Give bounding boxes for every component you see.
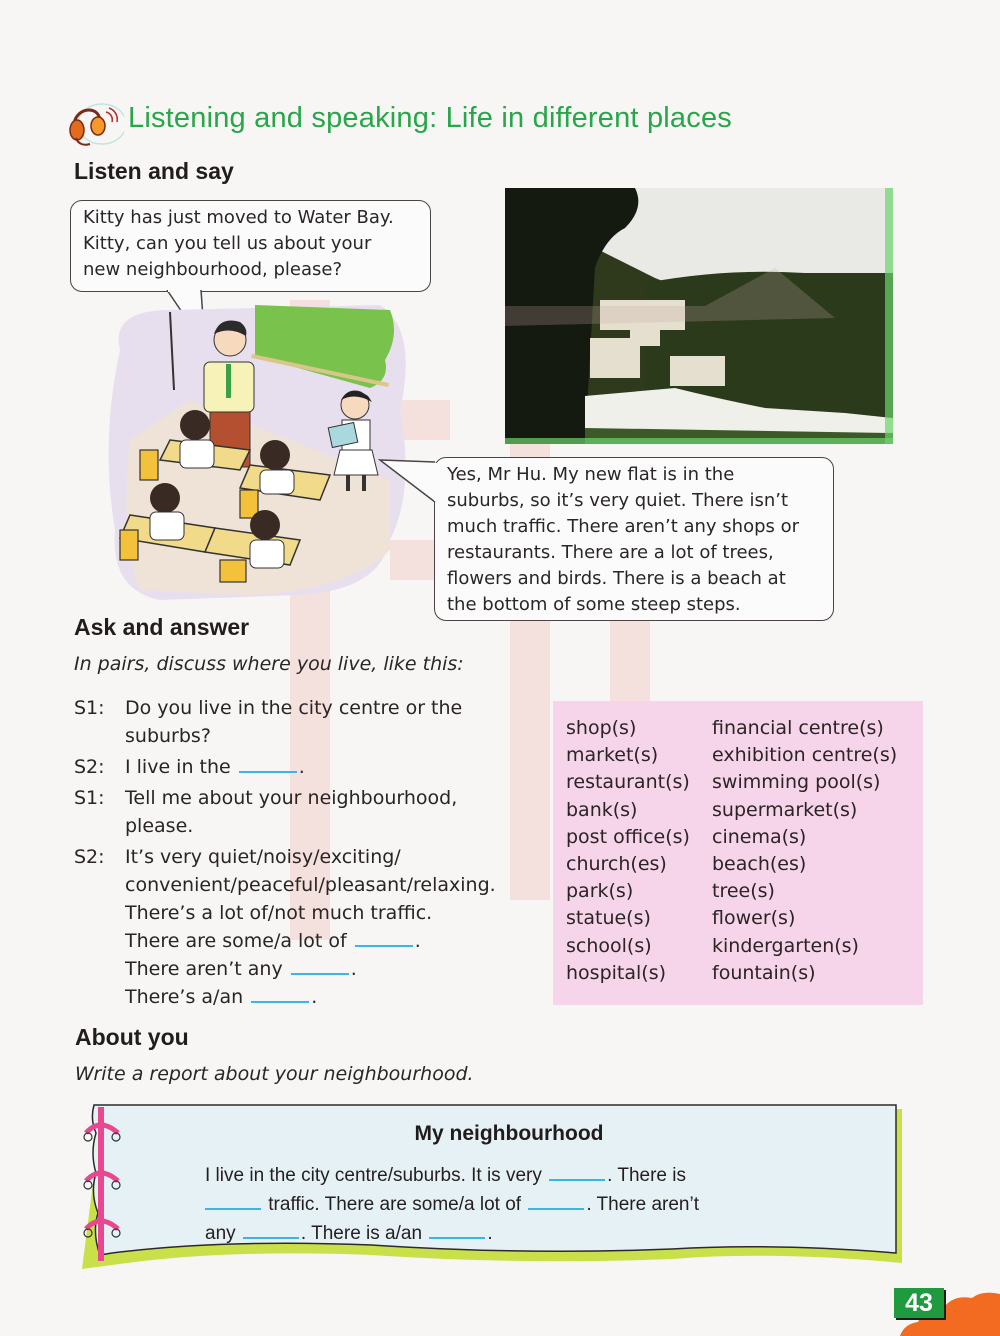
section-heading-ask-and-answer: Ask and answer — [74, 614, 250, 640]
vocab-item: statue(s) — [566, 907, 651, 930]
report-blank[interactable] — [528, 1190, 584, 1210]
dialog-text: There aren’t any — [125, 958, 283, 980]
dialog-line: It’s very quiet/noisy/exciting/ — [125, 846, 401, 868]
answer-blank[interactable] — [251, 983, 309, 1003]
speaker-label: S2: — [74, 756, 105, 778]
notebook-text: . There is a/an — [300, 1223, 423, 1244]
bubble-line: Yes, Mr Hu. My new flat is in the — [447, 464, 735, 485]
teacher-speech-bubble — [70, 200, 431, 292]
vocabulary-box — [553, 701, 923, 1005]
vocab-item: restaurant(s) — [566, 771, 690, 794]
speaker-label: S2: — [74, 846, 105, 868]
notebook-text: I live in the city centre/suburbs. It is very — [205, 1165, 542, 1186]
notebook-text: . — [487, 1223, 493, 1244]
vocab-item: exhibition centre(s) — [712, 744, 898, 767]
vocab-item: flower(s) — [712, 907, 796, 930]
vocab-item: supermarket(s) — [712, 798, 858, 821]
notebook-line — [205, 1161, 699, 1190]
neighbourhood-photo — [505, 188, 893, 444]
vocab-item: swimming pool(s) — [712, 771, 881, 794]
vocab-item: church(es) — [566, 853, 667, 876]
dialog-line — [125, 955, 496, 983]
bubble-line: much traffic. There aren’t any shops or — [447, 516, 800, 537]
vocab-item: bank(s) — [566, 798, 638, 821]
dialog-line: please. — [125, 815, 194, 837]
report-blank[interactable] — [243, 1219, 299, 1239]
dialog-punct: . — [414, 930, 421, 952]
section-heading-about-you: About you — [75, 1024, 189, 1050]
report-blank[interactable] — [549, 1161, 605, 1181]
bubble-line: Kitty, can you tell us about your — [83, 233, 372, 254]
notebook-text: . There is — [607, 1165, 686, 1186]
notebook-text: traffic. There are some/a lot of — [268, 1194, 522, 1215]
dialog-row — [74, 784, 496, 840]
vocab-item: fountain(s) — [712, 961, 816, 984]
answer-blank[interactable] — [291, 955, 349, 975]
notebook-body — [205, 1161, 699, 1248]
page-number: 43 — [894, 1288, 944, 1318]
speech-bubble-tail — [378, 458, 438, 518]
dialog-row — [74, 694, 496, 750]
vocab-item: park(s) — [566, 880, 634, 903]
dialog-text: There are some/a lot of — [125, 930, 347, 952]
notebook-title: My neighbourhood — [414, 1122, 604, 1145]
speaker-label: S1: — [74, 697, 105, 719]
dialog-line: suburbs? — [125, 725, 211, 747]
bubble-line: the bottom of some steep steps. — [447, 594, 741, 615]
notebook-line — [205, 1219, 699, 1248]
bubble-line: Kitty has just moved to Water Bay. — [83, 207, 394, 228]
speaker-label: S1: — [74, 787, 105, 809]
bubble-line: restaurants. There are a lot of trees, — [447, 542, 774, 563]
dialog-line: Do you live in the city centre or the — [125, 697, 463, 719]
report-blank[interactable] — [205, 1190, 261, 1210]
vocab-item: beach(es) — [712, 853, 807, 876]
dialog-line: There’s a lot of/not much traffic. — [125, 902, 433, 924]
vocabulary-column — [566, 715, 712, 1005]
headset-icon — [66, 100, 124, 148]
kitty-speech-bubble — [434, 457, 834, 621]
answer-blank[interactable] — [355, 927, 413, 947]
page-title: Listening and speaking: Life in different places — [128, 102, 732, 134]
answer-blank[interactable] — [239, 753, 297, 773]
ask-instruction: In pairs, discuss where you live, like this: — [74, 653, 464, 675]
vocab-item: hospital(s) — [566, 961, 667, 984]
dialog-example — [74, 694, 496, 1011]
dialog-text: There’s a/an — [125, 986, 244, 1008]
notebook-text: . There aren’t — [586, 1194, 699, 1215]
notebook-line — [205, 1190, 699, 1219]
vocabulary-column — [712, 715, 897, 1005]
dialog-punct: . — [350, 958, 357, 980]
report-blank[interactable] — [429, 1219, 485, 1239]
notebook-text: any — [205, 1223, 236, 1244]
bubble-line: flowers and birds. There is a beach at — [447, 568, 786, 589]
dialog-text: I live in the — [125, 756, 231, 778]
bubble-line: suburbs, so it’s very quiet. There isn’t — [447, 490, 789, 511]
vocab-item: post office(s) — [566, 825, 690, 848]
vocab-item: cinema(s) — [712, 825, 807, 848]
dialog-row — [74, 843, 496, 1011]
dialog-punct: . — [311, 986, 318, 1008]
dialog-line — [125, 983, 496, 1011]
vocab-item: tree(s) — [712, 880, 775, 903]
section-heading-listen-and-say: Listen and say — [74, 158, 234, 184]
vocab-item: kindergarten(s) — [712, 934, 859, 957]
vocab-item: school(s) — [566, 934, 652, 957]
vocab-item: shop(s) — [566, 717, 637, 739]
classroom-illustration — [100, 290, 420, 610]
dialog-line: Tell me about your neighbourhood, — [125, 787, 458, 809]
vocab-item: market(s) — [566, 744, 659, 767]
dialog-line — [125, 927, 496, 955]
bubble-line: new neighbourhood, please? — [83, 259, 343, 280]
dialog-punct: . — [298, 756, 305, 778]
vocab-item: financial centre(s) — [712, 717, 884, 739]
dialog-row — [74, 753, 496, 781]
dialog-line: convenient/peaceful/pleasant/relaxing. — [125, 874, 496, 896]
about-instruction: Write a report about your neighbourhood. — [75, 1063, 474, 1085]
